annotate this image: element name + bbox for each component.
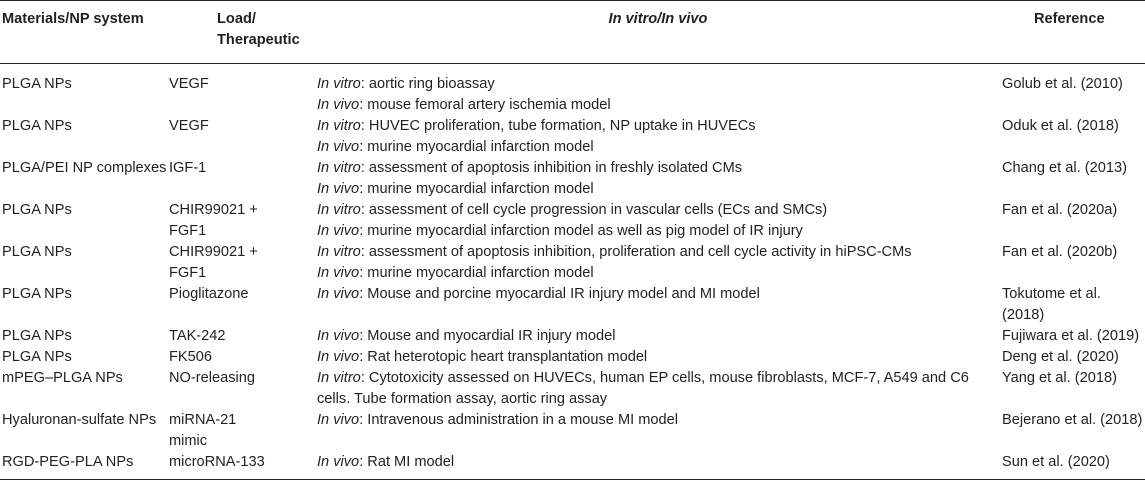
cell-load-text: IGF-1: [169, 160, 207, 176]
table-header: [0, 1, 1145, 64]
assay-description: : aortic ring bioassay: [360, 76, 495, 92]
assay-line: [317, 74, 1000, 95]
table-row: [0, 64, 1145, 117]
table-row: [0, 116, 1145, 158]
cell-load: [169, 64, 314, 117]
assay-type-label: In vitro: [317, 370, 361, 386]
assay-description: : Intravenous administration in a mouse MI model: [359, 412, 678, 428]
assay-line: [317, 368, 1000, 410]
assay-description: : Rat MI model: [359, 454, 455, 470]
assay-description: : murine myocardial infarction model: [359, 139, 594, 155]
assay-description: : murine myocardial infarction model as well as pig model of IR injury: [359, 223, 803, 239]
assay-type-label: In vivo: [317, 328, 360, 344]
cell-load-text: Pioglitazone: [169, 286, 249, 302]
assay-description: : assessment of apoptosis inhibition, proliferation and cell cycle activity in hiPSC-CMs: [360, 244, 912, 260]
assay-description: : mouse femoral artery ischemia model: [359, 97, 611, 113]
cell-reference: Golub et al. (2010): [1002, 76, 1123, 92]
cell-load-text: microRNA-133: [169, 454, 265, 470]
table-row: [0, 284, 1145, 326]
assay-line: [317, 137, 1000, 158]
header-invitro: In vitro/In vivo: [608, 11, 708, 27]
assay-line: [317, 95, 1000, 116]
assay-description: : assessment of cell cycle progression in vascular cells (ECs and SMCs): [360, 202, 828, 218]
cell-material: PLGA NPs: [2, 244, 72, 260]
header-material: Materials/NP system: [2, 11, 144, 27]
assay-type-label: In vivo: [317, 181, 360, 197]
table-row: [0, 410, 1145, 452]
cell-reference: Fan et al. (2020b): [1002, 244, 1118, 260]
assay-description: : Rat heterotopic heart transplantation model: [359, 349, 648, 365]
cell-material: PLGA NPs: [2, 286, 72, 302]
assay-type-label: In vivo: [317, 349, 360, 365]
table-row: [0, 158, 1145, 200]
cell-invitro-invivo: [314, 116, 1002, 158]
cell-load-text: VEGF: [169, 76, 209, 92]
assay-type-label: In vivo: [317, 223, 360, 239]
table-row: [0, 368, 1145, 410]
cell-load-text: CHIR99021 + FGF1: [169, 244, 258, 281]
assay-description: : Mouse and myocardial IR injury model: [359, 328, 616, 344]
cell-load-text: NO-releasing: [169, 370, 255, 386]
cell-load: [169, 158, 314, 200]
assay-type-label: In vitro: [317, 244, 361, 260]
cell-reference: Sun et al. (2020): [1002, 454, 1110, 470]
assay-line: [317, 326, 1000, 347]
header-reference: Reference: [1034, 11, 1105, 27]
assay-type-label: In vivo: [317, 265, 360, 281]
assay-type-label: In vitro: [317, 202, 361, 218]
cell-load: [169, 326, 314, 347]
cell-invitro-invivo: [314, 326, 1002, 347]
assay-line: [317, 263, 1000, 284]
assay-line: [317, 452, 1000, 473]
assay-type-label: In vivo: [317, 97, 360, 113]
assay-line: [317, 242, 1000, 263]
cell-invitro-invivo: [314, 158, 1002, 200]
cell-load: [169, 116, 314, 158]
assay-description: : murine myocardial infarction model: [359, 181, 594, 197]
table-row: [0, 200, 1145, 242]
assay-description: : HUVEC proliferation, tube formation, NP uptake in HUVECs: [360, 118, 756, 134]
assay-type-label: In vitro: [317, 76, 361, 92]
cell-reference: Chang et al. (2013): [1002, 160, 1127, 176]
table-row: [0, 242, 1145, 284]
cell-material: PLGA NPs: [2, 328, 72, 344]
assay-line: [317, 200, 1000, 221]
cell-material: mPEG–PLGA NPs: [2, 370, 123, 386]
cell-load: [169, 452, 314, 480]
header-row: [0, 1, 1145, 64]
header-load: [169, 1, 314, 64]
cell-load: [169, 410, 314, 452]
cell-load: [169, 200, 314, 242]
cell-load: [169, 242, 314, 284]
cell-load-text: TAK-242: [169, 328, 226, 344]
assay-line: [317, 284, 1000, 305]
assay-type-label: In vivo: [317, 139, 360, 155]
assay-description: : Cytotoxicity assessed on HUVECs, human EP cells, mouse fibroblasts, MCF-7, A549 and C6 cells. Tube formation assay, aortic ring assay: [317, 370, 969, 407]
assay-type-label: In vivo: [317, 454, 360, 470]
assay-line: [317, 116, 1000, 137]
assay-type-label: In vivo: [317, 412, 360, 428]
cell-invitro-invivo: [314, 64, 1002, 117]
assay-description: : assessment of apoptosis inhibition in freshly isolated CMs: [360, 160, 743, 176]
cell-reference: Bejerano et al. (2018): [1002, 412, 1143, 428]
cell-load-text: CHIR99021 + FGF1: [169, 202, 258, 239]
cell-reference: Tokutome et al. (2018): [1002, 286, 1101, 323]
assay-type-label: In vitro: [317, 118, 361, 134]
assay-description: : Mouse and porcine myocardial IR injury model and MI model: [359, 286, 760, 302]
assay-type-label: In vitro: [317, 160, 361, 176]
cell-reference: Yang et al. (2018): [1002, 370, 1117, 386]
cell-invitro-invivo: [314, 242, 1002, 284]
cell-invitro-invivo: [314, 347, 1002, 368]
cell-load: [169, 284, 314, 326]
assay-description: : murine myocardial infarction model: [359, 265, 594, 281]
cell-load-text: VEGF: [169, 118, 209, 134]
cell-material: PLGA NPs: [2, 76, 72, 92]
cell-reference: Fan et al. (2020a): [1002, 202, 1118, 218]
assay-line: [317, 179, 1000, 200]
cell-load-text: FK506: [169, 349, 212, 365]
cell-load: [169, 368, 314, 410]
table-body: [0, 64, 1145, 480]
header-load-text: Load/ Therapeutic: [217, 11, 300, 48]
assay-line: [317, 347, 1000, 368]
table-row: [0, 452, 1145, 480]
table-row: [0, 326, 1145, 347]
cell-material: PLGA/PEI NP complexes: [2, 160, 167, 176]
assay-line: [317, 410, 1000, 431]
cell-material: Hyaluronan-sulfate NPs: [2, 412, 157, 428]
assay-line: [317, 221, 1000, 242]
table-row: [0, 347, 1145, 368]
cell-invitro-invivo: [314, 200, 1002, 242]
cell-reference: Fujiwara et al. (2019): [1002, 328, 1140, 344]
cell-material: PLGA NPs: [2, 202, 72, 218]
assay-line: [317, 158, 1000, 179]
cell-invitro-invivo: [314, 284, 1002, 326]
cell-load-text: miRNA-21 mimic: [169, 412, 237, 449]
cell-invitro-invivo: [314, 368, 1002, 410]
cell-material: PLGA NPs: [2, 349, 72, 365]
cell-material: RGD-PEG-PLA NPs: [2, 454, 134, 470]
cell-reference: Oduk et al. (2018): [1002, 118, 1119, 134]
cell-invitro-invivo: [314, 452, 1002, 480]
assay-type-label: In vivo: [317, 286, 360, 302]
cell-material: PLGA NPs: [2, 118, 72, 134]
cell-load: [169, 347, 314, 368]
cell-invitro-invivo: [314, 410, 1002, 452]
cell-reference: Deng et al. (2020): [1002, 349, 1119, 365]
